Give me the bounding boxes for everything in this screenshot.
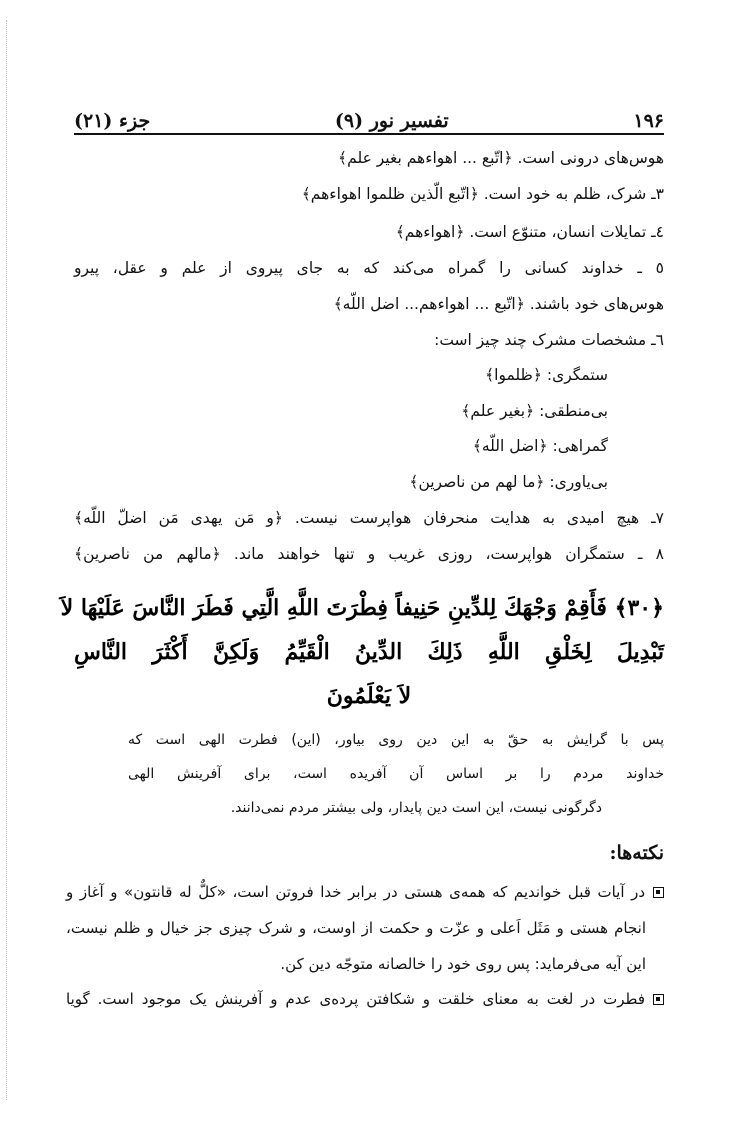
- note-1-text-1: در آیات قبل خواندیم که همه‌ی هستی در برابر خدا فروتن است، «کلٌّ له قانتون» و آغاز و: [66, 883, 645, 901]
- note-1-line-3: این آیه می‌فرماید: پس روی خود را خالصانه متوجّه دین کن.: [280, 955, 646, 973]
- part-label: جزء (۲۱): [74, 110, 151, 132]
- body-line-4: ٥ ـ خداوند کسانی را گمراه می‌کند که به جای پیروی از علم و عقل، پیرو: [74, 259, 664, 277]
- body-line-1: هوس‌های درونی است. ﴿اتّبع ... اهواءهم بغیر علم﴾: [338, 149, 664, 167]
- page-number: ۱۹۶: [633, 110, 664, 132]
- translation-line-1: پس با گرایش به حقّ به این دین روی بیاور، (این) فطرت الهی است که: [128, 732, 664, 748]
- body-line-11: ۷ـ هیچ امیدی به هدایت منحرفان هواپرست نیست. ﴿و مَن یهدی مَن اضلّ اللّه﴾: [74, 509, 664, 527]
- body-line-6: ٦ـ مشخصات مشرک چند چیز است:: [434, 331, 664, 349]
- body-line-9: گمراهی: ﴿اضل اللّه﴾: [472, 437, 608, 455]
- body-line-12: ۸ ـ ستمگران هواپرست، روزی غریب و تنها خواهند ماند. ﴿مالهم من ناصرین﴾: [74, 545, 664, 563]
- verse-line-3: لاَ يَعْلَمُونَ: [326, 683, 412, 709]
- square-bullet-icon: [653, 994, 664, 1005]
- body-line-10: بی‌یاوری: ﴿ما لهم من ناصرین﴾: [409, 473, 608, 491]
- body-line-7: ستمگری: ﴿ظلموا﴾: [485, 366, 608, 384]
- header-rule: [74, 133, 664, 135]
- scan-edge-artifact: [6, 20, 9, 1100]
- body-line-8: بی‌منطقی: ﴿بغیر علم﴾: [461, 402, 608, 420]
- note-1-line-1: [66, 881, 664, 903]
- translation-line-3: دگرگونی نیست، این است دین پایدار، ولی بیشتر مردم نمی‌دانند.: [230, 800, 602, 816]
- translation-line-2: خداوند مردم را بر اساس آن آفریده است، برای آفرینش الهی: [128, 766, 664, 782]
- verse-line-1: ﴿۳۰﴾ فَأَقِمْ وَجْهَكَ لِلدِّينِ حَنِيفاً فِطْرَتَ اللَّهِ الَّتِي فَطَرَ النَّاسَ عَلَيْهَا لاَ: [60, 595, 664, 621]
- note-1-line-2: انجام هستی و مَثَل اَعلی و عزّت و حکمت از اوست، و شرک چیزی جز خیال و ظلم نیست،: [66, 919, 646, 937]
- notes-heading: نکته‌ها:: [609, 842, 664, 864]
- body-line-5: هوس‌های خود باشند. ﴿اتّبع ... اهواءهم... اضل اللّه﴾: [333, 295, 664, 313]
- verse-line-2: تَبْدِيلَ لِخَلْقِ اللَّهِ ذَلِكَ الدِّينُ الْقَيِّمُ وَلَكِنَّ أَكْثَرَ النَّاسِ: [74, 639, 664, 665]
- body-line-3: ٤ـ تمایلات انسان، متنوّع است. ﴿اهواءهم﴾: [395, 223, 664, 241]
- book-title: تفسیر نور (۹): [334, 110, 449, 132]
- square-bullet-icon: [653, 887, 664, 898]
- note-2-line-1: [66, 988, 664, 1010]
- body-line-2: ۳ـ شرک، ظلم به خود است. ﴿اتّبع الّذین ظلموا اهواءهم﴾: [301, 185, 664, 203]
- note-2-text-1: فطرت در لغت به معنای خلقت و شکافتن پرده‌ی عدم و آفرینش یک موجود است. گویا: [66, 990, 645, 1008]
- page-header: [74, 100, 664, 132]
